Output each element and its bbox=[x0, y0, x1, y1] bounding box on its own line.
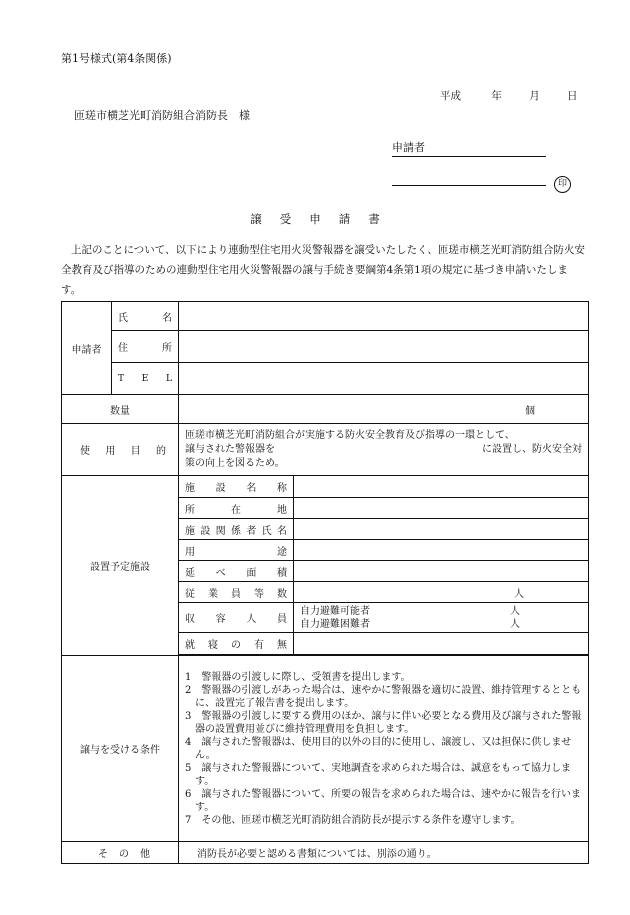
quantity-label: 数量 bbox=[62, 395, 179, 424]
name-label: 氏 名 bbox=[112, 302, 179, 331]
intro-paragraph: 上記のことについて、以下により連動型住宅用火災警報器を譲受いたしたく、匝瑳市横芝光町消防組合防火安全教育及び指導のための連動型住宅用火災警報器の譲与手続き要綱第4条第1項の規定に基づき申請いたします。 bbox=[61, 244, 585, 296]
capacity-cannot-label: 自力避難困難者 bbox=[300, 618, 370, 630]
applicant-name-field[interactable] bbox=[392, 184, 546, 186]
purpose-line: 譲与された警報器を bbox=[185, 443, 275, 455]
name-input[interactable] bbox=[179, 302, 589, 331]
facility-staff-label: 従 業 員 等 数 bbox=[179, 582, 294, 603]
date-line bbox=[440, 88, 578, 103]
facility-location-label: 所 在 地 bbox=[179, 498, 294, 519]
form-number: 第1号様式(第4条関係) bbox=[61, 52, 172, 65]
purpose-label: 使 用 目 的 bbox=[62, 424, 179, 476]
date-era: 平成 bbox=[440, 90, 461, 102]
applicant-label: 申請者 bbox=[392, 141, 425, 154]
date-year-label: 年 bbox=[491, 90, 502, 102]
facility-sleeping-input[interactable] bbox=[294, 633, 589, 655]
title-char: 譲 bbox=[250, 212, 262, 226]
seal-mark: 印 bbox=[554, 176, 571, 193]
facility-staff-input[interactable] bbox=[294, 582, 589, 603]
conditions-list bbox=[179, 656, 589, 842]
facility-use-label: 用 途 bbox=[179, 540, 294, 561]
applicant-group-label: 申請者 bbox=[62, 302, 112, 395]
application-table bbox=[61, 301, 589, 864]
quantity-input[interactable] bbox=[179, 395, 589, 424]
facility-capacity-label: 収 容 人 員 bbox=[179, 603, 294, 633]
purpose-line: 策の向上を図るため。 bbox=[185, 457, 285, 469]
date-month-label: 月 bbox=[529, 90, 540, 102]
facility-area-input[interactable] bbox=[294, 561, 589, 582]
condition-item: 5 譲与された警報器について、実地調査を求められた場合は、誠意をもって協力します。 bbox=[185, 762, 571, 787]
facility-sleeping-label: 就 寝 の 有 無 bbox=[179, 633, 294, 655]
title-char: 申 bbox=[309, 212, 321, 226]
other-label: そ の 他 bbox=[62, 842, 179, 864]
addressee: 匝瑳市横芝光町消防組合消防長 様 bbox=[74, 109, 250, 122]
facility-location-input[interactable] bbox=[294, 498, 589, 519]
tel-input[interactable] bbox=[179, 363, 589, 395]
purpose-line: に設置し、防火安全対 bbox=[482, 443, 582, 455]
address-label: 住 所 bbox=[112, 331, 179, 363]
applicant-signature-field[interactable] bbox=[392, 139, 546, 157]
staff-unit: 人 bbox=[514, 588, 524, 600]
facility-use-input[interactable] bbox=[294, 540, 589, 561]
facility-label: 設置予定施設 bbox=[62, 476, 179, 656]
capacity-unit: 人 bbox=[510, 618, 520, 630]
title-char: 受 bbox=[279, 212, 292, 226]
title-char: 書 bbox=[368, 212, 380, 226]
facility-area-label: 延 べ 面 積 bbox=[179, 561, 294, 582]
facility-contact-label: 施 設 関 係 者 氏 名 bbox=[179, 519, 294, 540]
capacity-unit: 人 bbox=[510, 605, 520, 617]
conditions-label: 譲与を受ける条件 bbox=[62, 656, 179, 842]
facility-capacity-input[interactable] bbox=[294, 603, 589, 633]
date-day-label: 日 bbox=[567, 90, 578, 102]
facility-name-label: 施 設 名 称 bbox=[179, 476, 294, 498]
condition-item: 3 警報器の引渡しに要する費用のほか、譲与に伴い必要となる費用及び譲与された警報器の設置費用並びに維持管理費用を負担します。 bbox=[185, 710, 582, 735]
other-text: 消防長が必要と認める書類については、別添の通り。 bbox=[179, 842, 589, 864]
title-char: 請 bbox=[338, 212, 351, 226]
capacity-can-label: 自力避難可能者 bbox=[300, 605, 370, 617]
condition-item: 7 その他、匝瑳市横芝光町消防組合消防長が提示する条件を遵守します。 bbox=[185, 814, 521, 826]
facility-contact-input[interactable] bbox=[294, 519, 589, 540]
document-title bbox=[0, 211, 630, 227]
purpose-line: 匝瑳市横芝光町消防組合が実施する防火安全教育及び指導の一環として、 bbox=[185, 429, 515, 441]
condition-item: 1 警報器の引渡しに際し、受領書を提出します。 bbox=[185, 671, 411, 683]
address-input[interactable] bbox=[179, 331, 589, 363]
quantity-unit: 個 bbox=[525, 405, 535, 417]
purpose-text bbox=[179, 424, 589, 476]
facility-name-input[interactable] bbox=[294, 476, 589, 498]
condition-item: 6 譲与された警報器について、所要の報告を求められた場合は、速やかに報告を行います。 bbox=[185, 788, 581, 813]
condition-item: 4 譲与された警報器は、使用目的以外の目的に使用し、譲渡し、又は担保に供しません。 bbox=[185, 736, 572, 761]
condition-item: 2 警報器の引渡しがあった場合は、速やかに警報器を適切に設置、維持管理するとともに、設置完了報告書を提出します。 bbox=[185, 684, 582, 709]
tel-label: T E L bbox=[112, 363, 179, 395]
